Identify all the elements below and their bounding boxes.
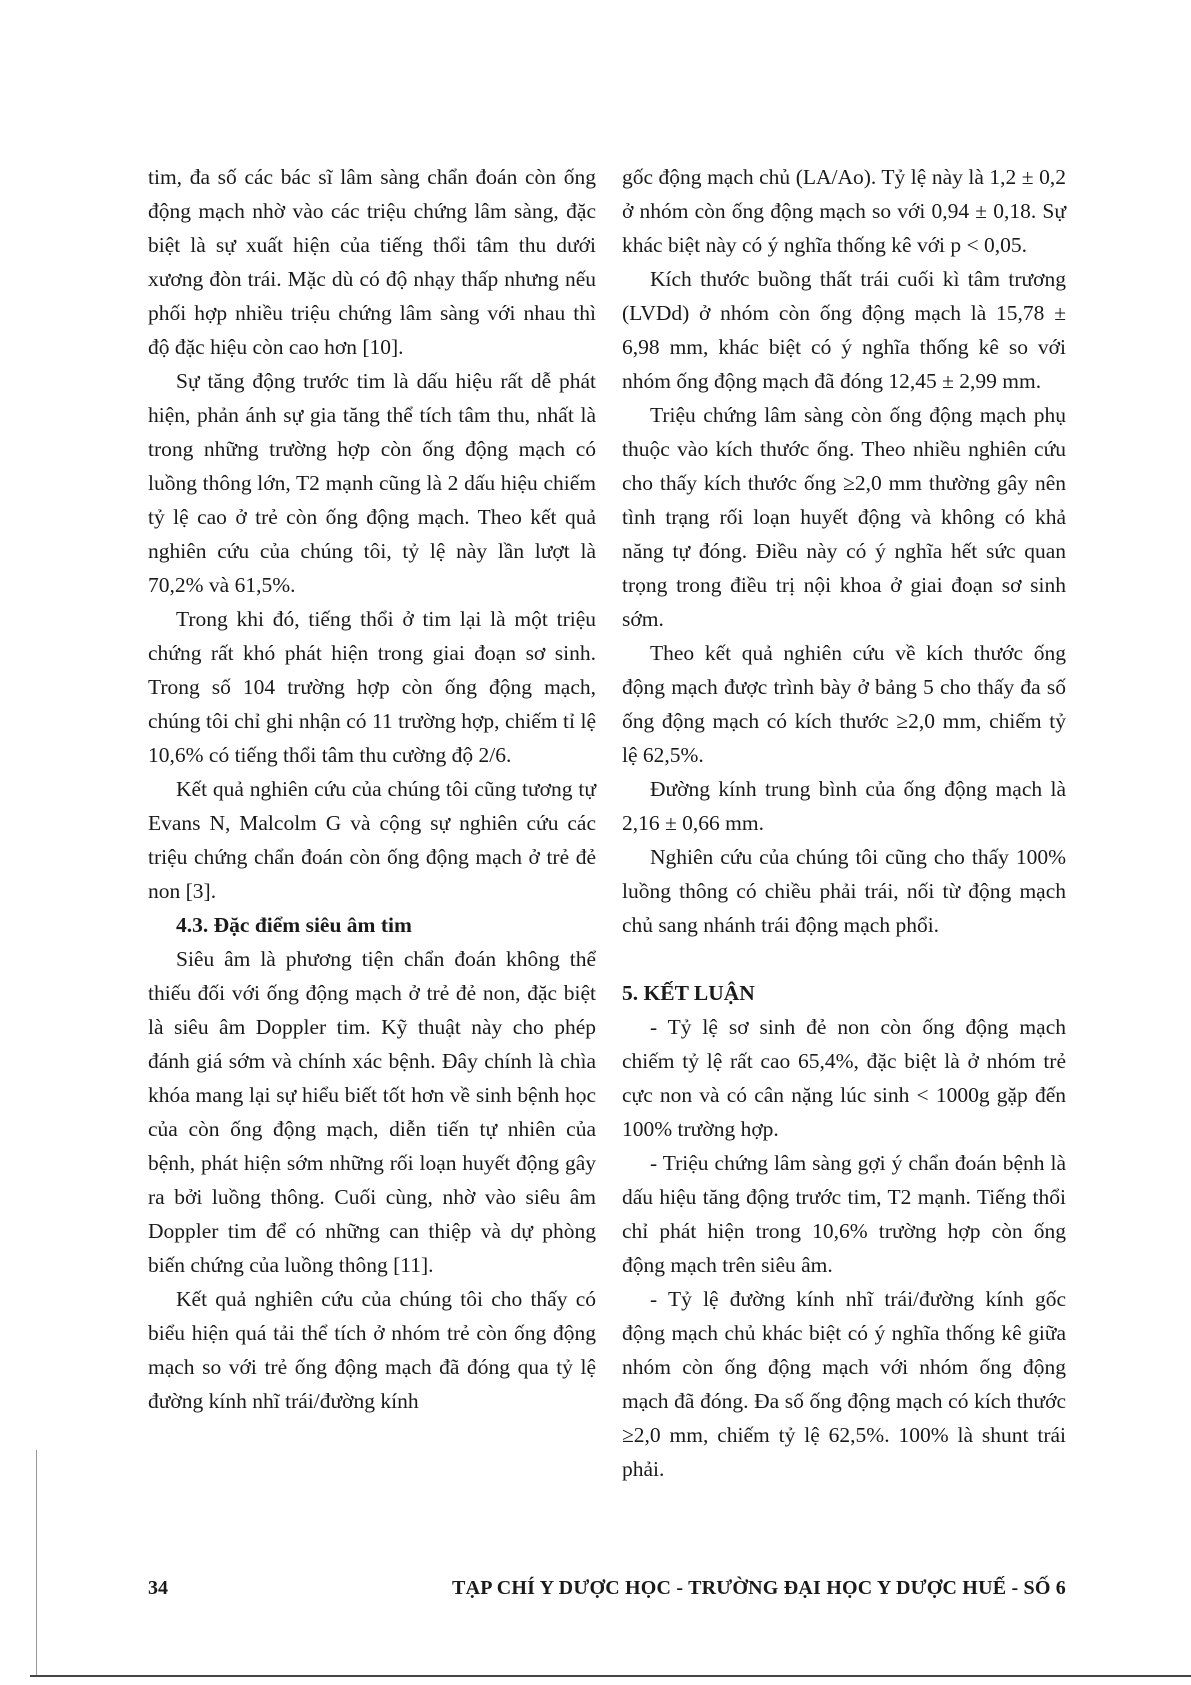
- paragraph: Theo kết quả nghiên cứu về kích thước ống động mạch được trình bày ở bảng 5 cho thấy đa số ống động mạch có kích thước ≥2,0 mm, chiếm tỷ lệ 62,5%.: [622, 641, 1066, 767]
- paragraph: Kết quả nghiên cứu của chúng tôi cho thấy có biểu hiện quá tải thể tích ở nhóm trẻ còn ống động mạch so với trẻ ống động mạch đã đóng qua tỷ lệ đường kính nhĩ trái/đường kính: [148, 1287, 596, 1413]
- section-heading-4-3: 4.3. Đặc điểm siêu âm tim: [176, 913, 412, 937]
- journal-title: TẠP CHÍ Y DƯỢC HỌC - TRƯỜNG ĐẠI HỌC Y DƯỢC HUẾ - SỐ 6: [452, 1577, 1066, 1599]
- bottom-rule: [30, 1675, 1191, 1677]
- paragraph: Triệu chứng lâm sàng còn ống động mạch phụ thuộc vào kích thước ống. Theo nhiều nghiên cứu cho thấy kích thước ống ≥2,0 mm thường gây nên tình trạng rối loạn huyết động và không có khả năng tự đóng. Điều này có ý nghĩa hết sức quan trọng trong điều trị nội khoa ở giai đoạn sơ sinh sớm.: [622, 403, 1066, 631]
- left-column: [148, 160, 596, 1418]
- paragraph: Trong khi đó, tiếng thổi ở tim lại là một triệu chứng rất khó phát hiện trong giai đoạn sơ sinh. Trong số 104 trường hợp còn ống động mạch, chúng tôi chỉ ghi nhận có 11 trường hợp, chiếm tỉ lệ 10,6% có tiếng thổi tâm thu cường độ 2/6.: [148, 607, 596, 767]
- paragraph: Sự tăng động trước tim là dấu hiệu rất dễ phát hiện, phản ánh sự gia tăng thể tích tâm thu, nhất là trong những trường hợp còn ống động mạch có luồng thông lớn, T2 mạnh cũng là 2 dấu hiệu chiếm tỷ lệ cao ở trẻ còn ống động mạch. Theo kết quả nghiên cứu của chúng tôi, tỷ lệ này lần lượt là 70,2% và 61,5%.: [148, 369, 596, 597]
- scan-margin-line: [36, 1450, 37, 1675]
- paragraph: Kết quả nghiên cứu của chúng tôi cũng tương tự Evans N, Malcolm G và cộng sự nghiên cứu các triệu chứng chẩn đoán còn ống động mạch ở trẻ đẻ non [3].: [148, 777, 596, 903]
- paragraph: Kích thước buồng thất trái cuối kì tâm trương (LVDd) ở nhóm còn ống động mạch là 15,78 ± 6,98 mm, khác biệt có ý nghĩa thống kê so với nhóm ống động mạch đã đóng 12,45 ± 2,99 mm.: [622, 267, 1066, 393]
- section-heading-5: 5. KẾT LUẬN: [622, 981, 755, 1005]
- page-number: 34: [148, 1577, 168, 1599]
- paragraph: Siêu âm là phương tiện chẩn đoán không thể thiếu đối với ống động mạch ở trẻ đẻ non, đặc biệt là siêu âm Doppler tim. Kỹ thuật này cho phép đánh giá sớm và chính xác bệnh. Đây chính là chìa khóa mang lại sự hiểu biết tốt hơn về sinh bệnh học của còn ống động mạch, diễn tiến tự nhiên của bệnh, phát hiện sớm những rối loạn huyết động gây ra bởi luồng thông. Cuối cùng, nhờ vào siêu âm Doppler tim để có những can thiệp và dự phòng biến chứng của luồng thông [11].: [148, 947, 596, 1277]
- conclusion-item: - Tỷ lệ sơ sinh đẻ non còn ống động mạch chiếm tỷ lệ rất cao 65,4%, đặc biệt là ở nhóm trẻ cực non và có cân nặng lúc sinh < 1000g gặp đến 100% trường hợp.: [622, 1015, 1066, 1141]
- conclusion-item: - Triệu chứng lâm sàng gợi ý chẩn đoán bệnh là dấu hiệu tăng động trước tim, T2 mạnh. Tiếng thổi chỉ phát hiện trong 10,6% trường hợp còn ống động mạch trên siêu âm.: [622, 1151, 1066, 1277]
- paragraph: Nghiên cứu của chúng tôi cũng cho thấy 100% luồng thông có chiều phải trái, nối từ động mạch chủ sang nhánh trái động mạch phổi.: [622, 845, 1066, 937]
- paragraph: Đường kính trung bình của ống động mạch là 2,16 ± 0,66 mm.: [622, 777, 1066, 835]
- conclusion-item: - Tỷ lệ đường kính nhĩ trái/đường kính gốc động mạch chủ khác biệt có ý nghĩa thống kê giữa nhóm còn ống động mạch với nhóm ống động mạch đã đóng. Đa số ống động mạch có kích thước ≥2,0 mm, chiếm tỷ lệ 62,5%. 100% là shunt trái phải.: [622, 1287, 1066, 1481]
- right-column: [622, 160, 1066, 1486]
- paragraph: tim, đa số các bác sĩ lâm sàng chẩn đoán còn ống động mạch nhờ vào các triệu chứng lâm sàng, đặc biệt là sự xuất hiện của tiếng thổi tâm thu dưới xương đòn trái. Mặc dù có độ nhạy thấp nhưng nếu phối hợp nhiều triệu chứng lâm sàng với nhau thì độ đặc hiệu còn cao hơn [10].: [148, 165, 596, 359]
- paragraph: gốc động mạch chủ (LA/Ao). Tỷ lệ này là 1,2 ± 0,2 ở nhóm còn ống động mạch so với 0,94 ± 0,18. Sự khác biệt này có ý nghĩa thống kê với p < 0,05.: [622, 165, 1066, 257]
